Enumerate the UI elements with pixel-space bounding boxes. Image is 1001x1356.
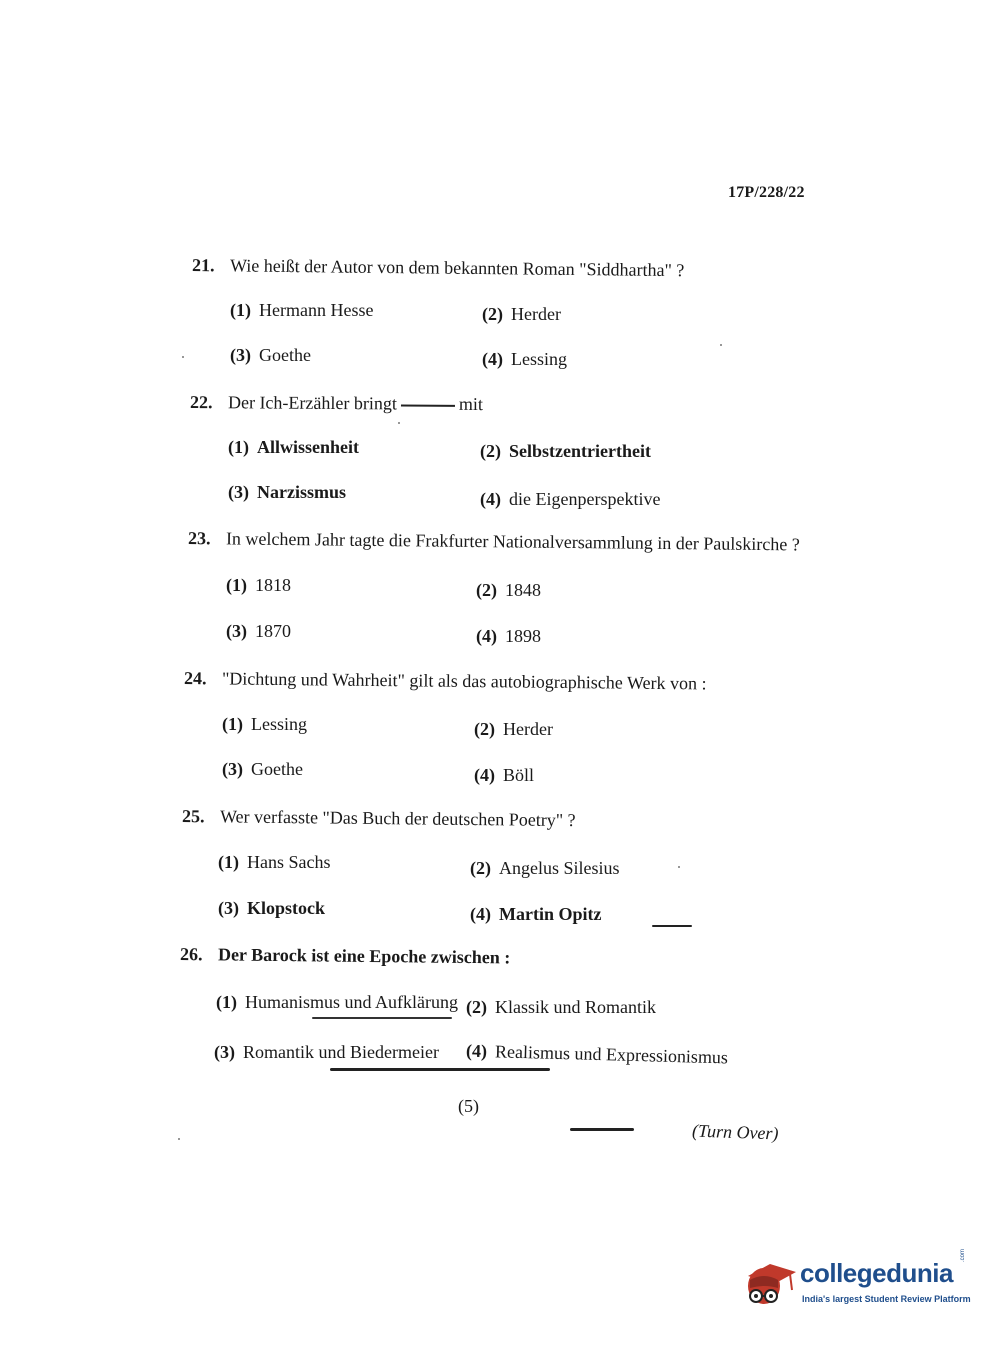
question-number: 24. xyxy=(183,668,207,689)
pen-mark xyxy=(652,925,692,927)
pen-underline xyxy=(312,1017,452,1019)
option-25-4: (4) Martin Opitz xyxy=(470,904,602,924)
question-25 xyxy=(182,806,576,831)
question-text-after: mit xyxy=(458,393,484,415)
question-22 xyxy=(190,392,483,415)
option-22-1: (1) Allwissenheit xyxy=(228,437,360,457)
option-26-2: (2) Klassik und Romantik xyxy=(466,997,656,1017)
scan-speck xyxy=(720,344,722,346)
option-26-1: (1) Humanismus und Aufklärung xyxy=(216,992,458,1012)
page-number: (5) xyxy=(458,1096,479,1116)
brand-tagline: India's largest Student Review Platform xyxy=(802,1294,971,1304)
brand-suffix: .com xyxy=(960,1248,966,1262)
option-21-2: (2) Herder xyxy=(482,304,561,324)
question-text-before: Der Ich-Erzähler bringt xyxy=(227,392,397,414)
option-24-4: (4) Böll xyxy=(474,765,535,785)
option-22-2: (2) Selbstzentriertheit xyxy=(480,441,651,461)
option-25-2: (2) Angelus Silesius xyxy=(470,858,620,878)
option-26-3: (3) Romantik und Biedermeier xyxy=(214,1042,439,1062)
option-24-3: (3) Goethe xyxy=(222,759,303,779)
question-24 xyxy=(184,668,707,694)
question-number: 22. xyxy=(189,392,213,413)
question-text: "Dichtung und Wahrheit" gilt als das autobiographische Werk von : xyxy=(221,668,707,694)
option-21-1: (1) Hermann Hesse xyxy=(230,300,374,320)
question-number: 25. xyxy=(181,806,205,827)
question-21 xyxy=(192,255,685,281)
fill-in-blank xyxy=(401,404,455,406)
pen-underline xyxy=(330,1068,550,1071)
question-text: Wie heißt der Autor von dem bekannten Roman "Siddhartha" ? xyxy=(229,255,685,281)
question-text: In welchem Jahr tagte die Frakfurter Nationalversammlung in der Paulskirche ? xyxy=(225,528,800,555)
option-23-4: (4) 1898 xyxy=(476,626,541,646)
scan-speck xyxy=(678,866,680,868)
question-text: Wer verfasste "Das Buch der deutschen Poetry" ? xyxy=(219,806,576,831)
question-number: 26. xyxy=(179,944,203,965)
scan-speck xyxy=(398,422,400,424)
turn-over-note: (Turn Over) xyxy=(691,1120,779,1144)
question-text: Der Barock ist eine Epoche zwischen : xyxy=(217,944,511,968)
option-23-2: (2) 1848 xyxy=(476,580,541,600)
brand-name: collegedunia xyxy=(800,1258,953,1288)
scan-speck xyxy=(178,1138,180,1140)
question-number: 23. xyxy=(187,528,211,549)
scan-speck xyxy=(182,356,184,358)
option-25-3: (3) Klopstock xyxy=(218,898,326,918)
question-number: 21. xyxy=(191,255,215,276)
option-22-4: (4) die Eigenperspektive xyxy=(480,489,661,509)
option-23-3: (3) 1870 xyxy=(226,621,291,641)
option-21-3: (3) Goethe xyxy=(230,345,311,365)
option-26-4: (4) Realismus und Expressionismus xyxy=(465,1040,729,1068)
option-24-1: (1) Lessing xyxy=(222,714,307,734)
option-23-1: (1) 1818 xyxy=(226,575,291,595)
pen-mark xyxy=(570,1128,634,1131)
paper-code: 17P/228/22 xyxy=(728,184,805,201)
mascot-icon xyxy=(742,1250,798,1314)
question-23 xyxy=(188,528,800,555)
question-26 xyxy=(180,944,511,968)
option-25-1: (1) Hans Sachs xyxy=(218,852,331,872)
option-22-3: (3) Narzissmus xyxy=(228,482,346,502)
option-24-2: (2) Herder xyxy=(474,719,553,739)
option-21-4: (4) Lessing xyxy=(482,349,567,369)
collegedunia-logo xyxy=(742,1250,972,1314)
